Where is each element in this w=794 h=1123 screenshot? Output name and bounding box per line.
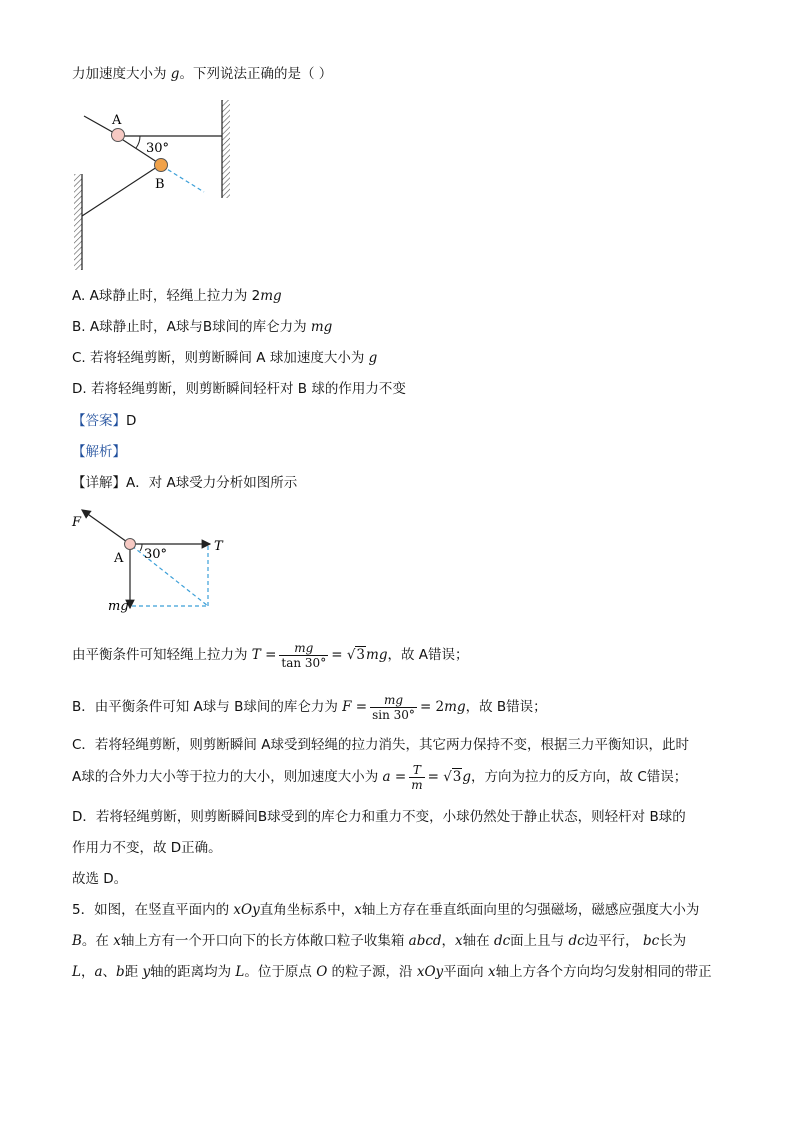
label-f: F [72, 515, 82, 530]
question5-line3: L，a、b距 y轴的距离均为 L。位于原点 O 的粒子源，沿 xOy平面向 x轴上方各个方向均匀发射相同的带正 [72, 964, 712, 980]
solution-d-line2: 作用力不变，故 D正确。 [72, 840, 222, 856]
choose-line: 故选 D。 [72, 871, 128, 887]
sqrt: √3 [443, 769, 462, 785]
angle-label: 30° [146, 141, 170, 156]
right-wall [222, 100, 230, 198]
angle-label-2: 30° [144, 547, 168, 562]
light-rod [82, 165, 160, 216]
var-g: g [170, 66, 180, 82]
angle-arc-2 [140, 544, 142, 551]
question-stem-tail: 力加速度大小为 g。下列说法正确的是（ ） [72, 66, 333, 82]
fraction: $\frac{mg}{\sin 30^\circ}$ [372, 692, 415, 722]
sqrt: √3 [346, 647, 366, 663]
detail-line: 【详解】A．对 A球受力分析如图所示 [72, 475, 298, 491]
ball-a-2 [125, 539, 136, 550]
ball-b [155, 159, 168, 172]
figure-force-diagram [70, 506, 240, 618]
option-a: A. A球静止时，轻绳上拉力为 2mg [72, 288, 282, 304]
option-c: C. 若将轻绳剪断，则剪断瞬间 A 球加速度大小为 g [72, 350, 378, 366]
question5-line2: B。在 x轴上方有一个开口向下的长方体敞口粒子收集箱 abcd，x轴在 dc面上且与 dc边平行， bc长为 [72, 933, 687, 949]
ball-a [112, 129, 125, 142]
detail-tag: 【详解】 [72, 475, 126, 491]
label-a-2: A [114, 551, 124, 566]
angle-arc [136, 136, 140, 148]
question5-line1: 5．如图，在竖直平面内的 xOy直角坐标系中，x轴上方存在垂直纸面向里的匀强磁场，磁感应强度大小为 [72, 902, 700, 918]
answer-line [72, 411, 136, 431]
analysis-tag: 【解析】 [72, 444, 126, 460]
solution-d-line1: D．若将轻绳剪断，则剪断瞬间B球受到的库仑力和重力不变，小球仍然处于静止状态，则轻杆对 B球的 [72, 809, 686, 825]
answer-value: D [126, 413, 137, 429]
solution-a: 由平衡条件可知轻绳上拉力为 T = $\frac{mg}{\tan 30^\circ}$ = √3mg，故 A错误； [72, 638, 469, 672]
solution-c-line2: A球的合外力大小等于拉力的大小，则加速度大小为 a = $\frac{T}{m}$ = √3g，方向为拉力的反方向，故 C错误； [72, 760, 687, 794]
left-wall [74, 174, 82, 270]
label-t: T [214, 539, 223, 554]
fraction: $\frac{mg}{\tan 30^\circ}$ [281, 640, 327, 670]
option-b: B. A球静止时，A球与B球间的库仑力为 mg [72, 319, 333, 335]
label-mg: mg [108, 599, 129, 614]
label-a: A [112, 113, 122, 128]
dashed-extension [162, 166, 204, 192]
force-f-arrow [82, 510, 130, 544]
answer-tag: 【答案】 [72, 413, 126, 429]
figure-rope-rod-balls [70, 94, 250, 274]
solution-c-line1: C．若将轻绳剪断，则剪断瞬间 A球受到轻绳的拉力消失，其它两力保持不变，根据三力平衡知识，此时 [72, 737, 689, 753]
fraction: $\frac{T}{m}$ [411, 762, 423, 792]
solution-b: B．由平衡条件可知 A球与 B球间的库仑力为 F = $\frac{mg}{\sin 30^\circ}$ = 2mg，故 B错误； [72, 692, 547, 722]
option-d: D. 若将轻绳剪断，则剪断瞬间轻杆对 B 球的作用力不变 [72, 381, 406, 397]
label-b: B [155, 177, 165, 192]
